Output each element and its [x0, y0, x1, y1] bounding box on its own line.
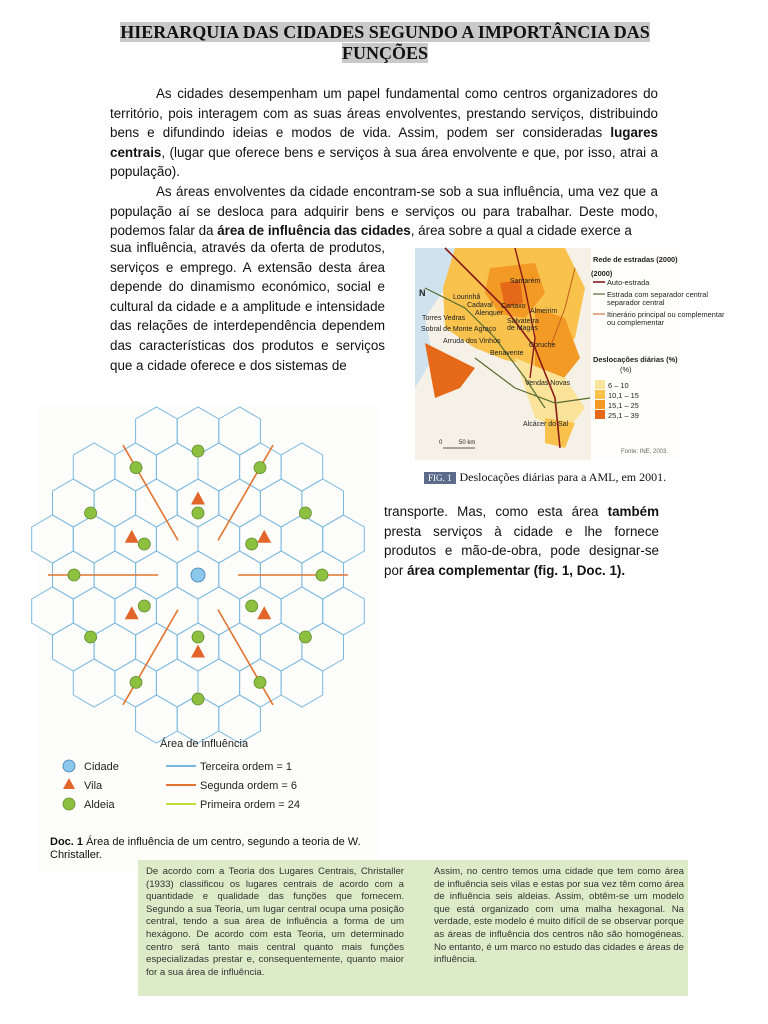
legend-swatch-1 [595, 390, 605, 399]
third-order-hexagon [53, 623, 95, 671]
second-order-line [218, 610, 273, 705]
third-order-hexagon [94, 623, 136, 671]
third-order-hexagon [260, 479, 302, 527]
second-order-line [123, 610, 178, 705]
third-order-hexagon [219, 407, 261, 455]
aldeia-node [254, 462, 266, 474]
paragraph-right-column: transporte. Mas, como esta área também presta serviços à cidade e lhe fornece produtos e mão-de-obra, pode designar-se por área complementar (fig. 1, Doc. 1). [384, 504, 659, 578]
legend-road-label: Auto-estrada [607, 278, 650, 287]
second-order-line [123, 445, 178, 540]
map-label: Alenquer [475, 310, 504, 317]
legend-move-label: 25,1 – 39 [608, 411, 639, 420]
fig1-map [415, 248, 725, 460]
fig1-caption: FIG. 1 Deslocações diárias para a AML, em 2001. [424, 470, 684, 485]
scale-zero: 0 [439, 440, 443, 446]
page-title [100, 22, 670, 64]
textbox-column-1: De acordo com a Teoria dos Lugares Centrais, Christaller (1933) classificou os lugares centrais de acordo com a quantidade e qualidade das funções que fornecem. Segundo a sua Teoria, um lugar central ocupa uma posição central, tendo a sua área de influência a forma de um hexágono. De acordo com esta Teoria, um determinado centro será tanto mais central quanto mais funções especializadas prestar e, consequentemente, quanto maior for a sua área de influência. [146, 866, 404, 978]
legend-city-icon [63, 760, 75, 772]
christaller-textbox [138, 860, 688, 996]
aldeia-node [299, 507, 311, 519]
legend-aldeia-label: Aldeia [84, 799, 115, 811]
legend-move-label: 6 – 10 [608, 381, 629, 390]
legend-swatch-2 [595, 400, 605, 409]
vila-node [257, 530, 271, 543]
third-order-hexagon [281, 515, 323, 563]
paragraph-left-column: sua influência, através da oferta de produtos, serviços e emprego. A extensão desta área depende do dinamismo económico, social e cultural da cidade e a amplitude e intensidade das relações de interdependência dependem das características dos produtos e serviços que a cidade oferece e dos sistemas de [110, 240, 385, 373]
third-order-hexagon [302, 623, 344, 671]
svg-text:(2000): (2000) [591, 269, 613, 278]
svg-text:separador central: separador central [607, 298, 665, 307]
aldeia-node [316, 569, 328, 581]
map-label: Sobral de Monte Agraço [421, 326, 497, 333]
map-label: Arruda dos Vinhos [443, 338, 501, 345]
term-area-influencia: área de influência das cidades [217, 223, 411, 239]
third-order-hexagon [323, 515, 365, 563]
third-order-hexagon [115, 587, 156, 635]
legend-swatch-0 [595, 380, 605, 389]
third-order-hexagon [240, 587, 282, 635]
title-text: HIERARQUIA DAS CIDADES SEGUNDO A IMPORTÂNCIA DAS FUNÇÕES [120, 22, 650, 63]
aldeia-node [130, 676, 142, 688]
intro-paragraphs: As cidades desempenham um papel fundamental como centros organizadores do território, pois interagem com as suas áreas envolventes, prestando serviços, distribuindo bens e difundindo ideias e modos de vida. Assim, podem ser consideradas lugares centrais, (lugar que oferece bens e serviços à sua área envolvente e que, por isso, atrai a população). As áreas envolventes da cidade encontram-se sob a sua influência, uma vez que a população aí se desloca para adquirir bens e serviços ou para trabalhar. Deste modo, podemos falar da área de influência das cidades, área sobre a qual a cidade exerce a [110, 86, 658, 239]
legend-moves-title: Deslocações diárias (%) [593, 355, 678, 364]
third-order-hexagon [219, 695, 261, 743]
legend-vila-label: Vila [84, 780, 103, 792]
vila-node [191, 492, 205, 505]
third-order-hexagon [260, 623, 302, 671]
third-order-hexagon [53, 479, 95, 527]
aldeia-node [85, 631, 97, 643]
third-order-hexagon [281, 587, 323, 635]
legend-move-label: 15,1 – 25 [608, 401, 639, 410]
fig1-map-drawing [415, 248, 725, 460]
third-order-hexagon [94, 479, 136, 527]
christaller-svg [38, 405, 380, 835]
svg-text:ou complementar: ou complementar [607, 318, 665, 327]
third-order-hexagon [136, 407, 178, 455]
term-area-complementar: área complementar (fig. 1, Doc. 1). [407, 562, 626, 578]
aldeia-node [246, 538, 258, 550]
north-label: N [419, 288, 426, 298]
legend-aldeia-icon [63, 798, 75, 810]
aldeia-node [254, 676, 266, 688]
legend-road-label: Estrada com separador central [607, 290, 709, 299]
third-order-hexagon [73, 515, 115, 563]
legend-roads-title: Rede de estradas (2000) [593, 255, 678, 264]
third-order-hexagon [136, 695, 178, 743]
aldeia-node [68, 569, 80, 581]
third-order-hexagon [281, 659, 323, 707]
legend-vila-icon [63, 778, 75, 789]
third-order-hexagon [32, 515, 74, 563]
third-order-hexagon [73, 659, 115, 707]
legend-swatch-3 [595, 410, 605, 419]
map-label: Santarém [510, 278, 541, 285]
legend-city-label: Cidade [84, 761, 119, 773]
vila-node [125, 530, 139, 543]
scale-50km: 50 km [459, 440, 476, 446]
map-label: Salvaterra [507, 318, 539, 325]
aldeia-node [192, 445, 204, 457]
second-order-line [218, 445, 273, 540]
map-label: Vendas Novas [525, 380, 571, 387]
map-label: Cadaval [467, 302, 493, 309]
map-label: Cartaxo [501, 303, 526, 310]
third-order-hexagon [302, 479, 344, 527]
legend-first-label: Primeira ordem = 24 [200, 799, 300, 811]
map-source: Fonte: INE, 2003. [621, 449, 669, 455]
legend-title: Área de influência [160, 738, 249, 750]
doc1-caption: Doc. 1 Área de influência de um centro, segundo a teoria de W. Christaller. [50, 836, 361, 861]
doc1-christaller-diagram [38, 405, 380, 873]
vila-node [125, 606, 139, 619]
third-order-hexagon [281, 443, 323, 491]
term-tambem: também [607, 504, 659, 519]
term-lugares-centrais: lugares centrais [110, 125, 658, 160]
map-label: Benavente [490, 350, 524, 357]
legend-third-label: Terceira ordem = 1 [200, 761, 293, 773]
legend-move-label: 10,1 – 15 [608, 391, 639, 400]
aldeia-node [192, 631, 204, 643]
legend-second-label: Segunda ordem = 6 [200, 780, 297, 792]
fig-tag: FIG. 1 [424, 472, 456, 484]
map-label: Coruche [529, 342, 556, 349]
textbox-column-2: Assim, no centro temos uma cidade que tem como área de influência seis vilas e estas por sua vez têm como área de influência seis aldeias. Assim, obtêm-se um modelo que está organizado com uma malha hexagonal. Na verdade, este modelo é muito difícil de se observar porque as áreas de influência dos centros não são homogéneas. No entanto, é um marco no estudo das cidades e áreas de influência. [434, 866, 684, 966]
legend-road-label: Itinerário principal ou complementar [607, 310, 725, 319]
aldeia-node [138, 600, 150, 612]
third-order-hexagon [32, 587, 74, 635]
map-label: Torres Vedras [422, 315, 466, 322]
aldeia-node [130, 462, 142, 474]
map-label: Lourinhã [453, 294, 481, 301]
aldeia-node [85, 507, 97, 519]
map-label: Alcácer do Sal [523, 421, 569, 428]
aldeia-node [138, 538, 150, 550]
map-label: de Magos [507, 325, 538, 332]
map-label: Almeirim [530, 308, 558, 315]
aldeia-node [246, 600, 258, 612]
aldeia-node [192, 693, 204, 705]
third-order-hexagon [73, 587, 115, 635]
vila-node [257, 606, 271, 619]
third-order-hexagon [73, 443, 115, 491]
third-order-hexagon [323, 587, 365, 635]
svg-text:(%): (%) [620, 365, 632, 374]
aldeia-node [299, 631, 311, 643]
aldeia-node [192, 507, 204, 519]
city-node [191, 568, 205, 582]
vila-node [191, 644, 205, 657]
